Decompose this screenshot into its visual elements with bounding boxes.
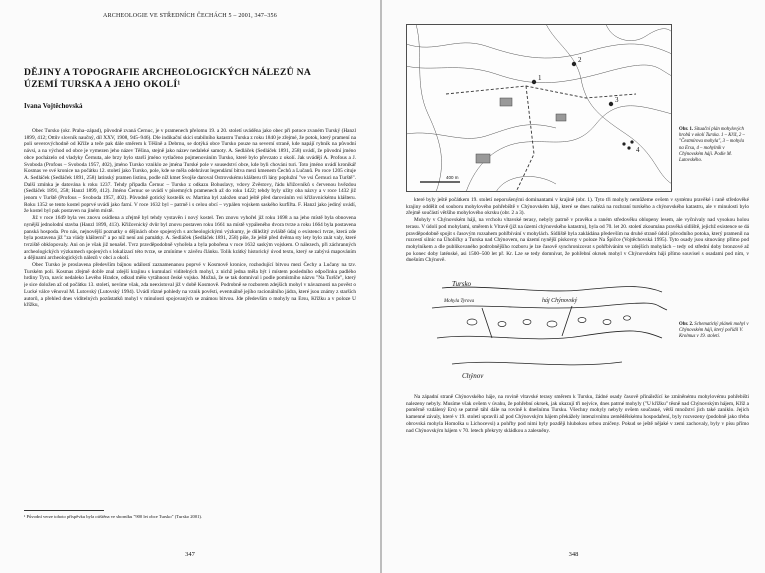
article-title: DĚJINY A TOPOGRAFIE ARCHEOLOGICKÝCH NÁLEZŮ NA ÚZEMÍ TURSKA A JEHO OKOLÍ¹ — [24, 67, 311, 90]
map-number: 1 — [538, 74, 542, 82]
paragraph: Obec Tursko (okr. Praha–západ), původně zvaná Černuc, je v pramenech přelomu 19. a 20. století uváděna jako obec při potoce zvaném Turský (Hanzl 1899, 412; Ottův slovník naučný, díl XXV, 1908, 945–946). Dle indikační skici stabilního katastru Turska z roku 1840 je zřejmé, že potok, který pramení na poli severovýchodně od Kříže a teče pak dále směrem k Těšíně a Debrnu, se dotýká obce Tursko pouze na severní straně, kde napájí rybník na původní návsi, a na východ od obce je vymezen jeho název Těšina, stejně jako název nedaleké samoty. A. Sedláček (Sedláček 1891, 258) uvádí, že původní jméno obce pocházelo od vladyky Černuta, ale brzy bylo starší jméno vytlačeno pojmenováním Tursko, které bylo převzato z okolí. Jak uvádějí A. Profous a J. Svoboda (Profous – Svoboda 1957, 402), jméno Tursko vzniklo ze jména Turské pole v sousedství obce, kde byli chováni turi. Toto jméno uvádí kronikář Kosmas ve své kronice na počátku 12. století jako Tursko, pole, kde se měla odehrávat legendární bitva mezi kmenem Čechů a Lučanů. Po roce 1205 cituje A. Sedláček (Sedláček 1891, 258) latinský pramen listinu, podle níž kmet Svojše daroval Ostrovskému klášteru tři lány poplužní "ve vsi Černuci na Turště". Další zmínka je datována k roku 1237. Tehdy připadla Černuc – Tursko z odkazu Bohuslavy, vdovy Zvěstovy, řádu křižovníků s červenou hvězdou (Sedláček 1891, 258; Hanzl 1899, 412). Jméno Černuc se uvádí v písemných pramenech až do roku 1422; tehdy byly užity oba názvy a v roce 1432 již jenom v Turště (Profous – Svoboda 1957, 402). Původně gotický kostelík sv. Martina byl založen snad ještě před darováním vsi křižovnickému klášteru. Roku 1352 se tento kostel poprvé uvádí jako farní. V roce 1632 byl – patrně i s celou obcí – vypálen vojskem saského kurfiřta. F. Hanzl jako jediný uvádí, že kostel byl pak postaven na jiném místě. — [24, 128, 356, 215]
sketch-label-top-right: háj Chýnovský — [542, 298, 578, 304]
paragraph: Již v roce 1649 byla ves znovu osídlena a zřejmě byl tehdy vystavěn i nový kostel. Ten znovu vyhořel již roku 1698 a na jeho místě byla obnovena nynější jednolodní stavba (Hanzl 1899, 413). Křižovnický dvůr byl znovu postaven roku 1661 na místě vypáleného dvora tvrze a roku 1664 byla postavena panská hospoda. Pro nás, nejnovější poznatky o dějinách obce spojených s archeologickými výzkumy, je důležitý zvláště údaj o existenci tvrze, která zde byla postavena již "za vlády klášterní" a po níž není ani památky. A. Sedláček (Sedláček 1891, 258) píše, že ještě před dvěma sty lety bylo znát valy, které tvrziště obklopovaly. Ani on je však již nenašel. Tvrz pravděpodobně vyhořela a byla pobořena v roce 1632 saským vojskem. O nálezech, při záchranných archeologických výzkumech spojených s lokalizací této tvrze, se zmíníme v závěru článku. Tolik krátký historický úvod textu, který se zabývá mapováním a dějinami archeologických nálezů v obci a okolí. — [24, 215, 356, 262]
left-body-text — [24, 128, 356, 498]
figure-1-label: Obr. 1. — [679, 127, 694, 132]
figure-2-text: Schematický plánek mohyl v Chýnovském háji, který pořídil V. Krolmus v 19. století. — [679, 322, 749, 340]
figure-1-caption — [679, 127, 749, 164]
right-body-text-bottom — [406, 394, 749, 516]
mound-sketch-figure — [422, 278, 672, 385]
map-number: 3 — [615, 96, 619, 104]
map-scale-label: 400 m — [446, 175, 459, 180]
paragraph: Obec Tursko je proslavena především bájnou událostí zaznamenanou poprvé v Kosmově kronice, rozhodující bitvou mezi Čechy a Lučany na tzv. Turském poli. Kosmas zřejmě dobře znal zdejší krajinu s kumulací viditelných mohyl, z nichž jedna měla být i místem posledního odpočinku padlého hrdiny Tyra, navíc nedaleko Levého Hradce, odkud měło vytáhnout české vojsko. Možná, že se tak domníval i podle pomístního názvu "Na Turšče", který je sice doložen až od počátku 13. století, nevíme však, zda neexistoval již v době Kosmově. Podrobně se rozborem zdejších mohyl v návaznosti na pověst o Lucké válce věnoval M. Lutovský (Lutovský 1994). Uvádí různé pohledy na vznik pověsti, eventuálně jejího racionálního jádra, které jsou známy z starších autorů, a přehled dnes viditelných pozůstatků mohyl v minulosti spojovaných se známou bitvou. Jde především o mohyly na Ersu, Křížku a v poloze U křížku, — [24, 262, 356, 309]
map-number: 2 — [578, 56, 582, 64]
running-head: ARCHEOLOGIE VE STŘEDNÍCH ČECHÁCH 5 – 2001, 347–356 — [103, 13, 277, 19]
sketch-label-top: Tursko — [452, 280, 472, 288]
footnote: ¹ Původní verze tohoto příspěvku byla otištěna ve sborníku "900 let obce Tursko" (Tursko 2001). — [24, 514, 203, 519]
map-number: 4 — [636, 146, 640, 154]
left-page — [0, 0, 380, 573]
page-number-right: 348 — [568, 551, 579, 558]
paragraph: Mohyly v Chýnovském háji, na vrcholu vltavské terasy, nebyly patrně v pravěku a raném středověku oblopeny lesem, ale vyčnívaly nad vysokou holou terasu. V údolí pod mohylami, směrem k Vltavě (již na území chýnovského katastru), byla od 70. let 20. století zkoumána pravěká sídliště, jejichž existence se dá pravděpodobně spojit s časovým rozsahem pohřbívání v mohylách. Sídliště byla zakládána především na druhé straně údolí původního potoka, který pramenil na rozcestí silnic na Úholičky a Turska nad Chýnovem, na území nynější pískovny v poloze Na Špičce (Vojtěchovská 1995). Tyto osady jsou situovány přímo pod mohylníkem a dle publikovaného podrobnějšího rozboru je lze časově synchronizovat s pohřbíváním ve zdejších mohylách – tedy od střední doby bronzové až po konec doby laténské, asi 1500–500 let př. Kr. Lze se tedy domnívat, že pohřební okrsek mohyl v Chýnovském háji přímo souvisel s osadami pod ním, v dnešním Chýnově. — [406, 217, 749, 264]
sketch-label-bottom: Chýnov — [462, 372, 484, 380]
right-page — [382, 0, 765, 573]
figure-2-caption — [679, 322, 749, 341]
figure-1-text: Situační plán mohylových hrobů v okolí Turska. 1 – Kříž, 2 – "Čestmírova mohyla", 3 – mohyla na Ersu, 4 – mohylník v Chýnovském háji. Podle M. Lutovského. — [679, 127, 745, 164]
paragraph: které byly ještě počátkem 19. století neporušenými dominantami v krajině (obr. 1). Tyto tři mohyly nemůžeme ovšem v systému pravěké i raně středověké krajiny oddělit od souboru mohylového pohřebiště v Chýnovském háji, které se dnes nalézá na rozhraní turského a chýnovského katastru, ale v minulosti bylo zřejmě součástí většího mohylového okrsku (obr. 2 a 3). — [406, 197, 749, 217]
sketch-label-note: Mohyla Tyrova — [444, 299, 475, 304]
figure-2-label: Obr. 2. — [679, 322, 694, 327]
footnote-rule — [24, 510, 104, 511]
situation-map-figure — [406, 24, 672, 192]
right-body-text-top — [406, 197, 749, 275]
paragraph: Na západní straně Chýnovského háje, na rovině vltavské terasy směrem k Tursku, žádné osady časově přináležící ke zmíněnému mohylovému pohřebišti nalezeny nebyly. Musíme však ovšem v úvahu, že pohřební okrsek, jak ukazují tři nejvíce, dnes patrné mohyly ("U křížku" těsně nad Chýnovským hájem, Kříž a poměrně vzdálený Ers) se patrně táhl dále na rovině k dnešnímu Tursku. Všechny mohyly nebyly ovšem současné, větší množství jich také zaniklo. Jejich kamenné závaly, které v 19. století upravili až pod Chýnovským hájem překážely intenzivnímu zemědělskému hospodaření, byly rozvezeny (podobně jako třeba obrovská mohyla Homolka u Lichocevsi) a pohřby pod nimi byly později hlubokou orbou zničeny. Pokud se ještě nějaké v zemi zachovaly, byly v písu přímo nad Chýnovským hájem v 70. letech překryty skládkou a zalesněny. — [406, 394, 749, 434]
article-author: Ivana Vojtěchovská — [24, 102, 83, 110]
page-number-left: 347 — [185, 551, 195, 558]
